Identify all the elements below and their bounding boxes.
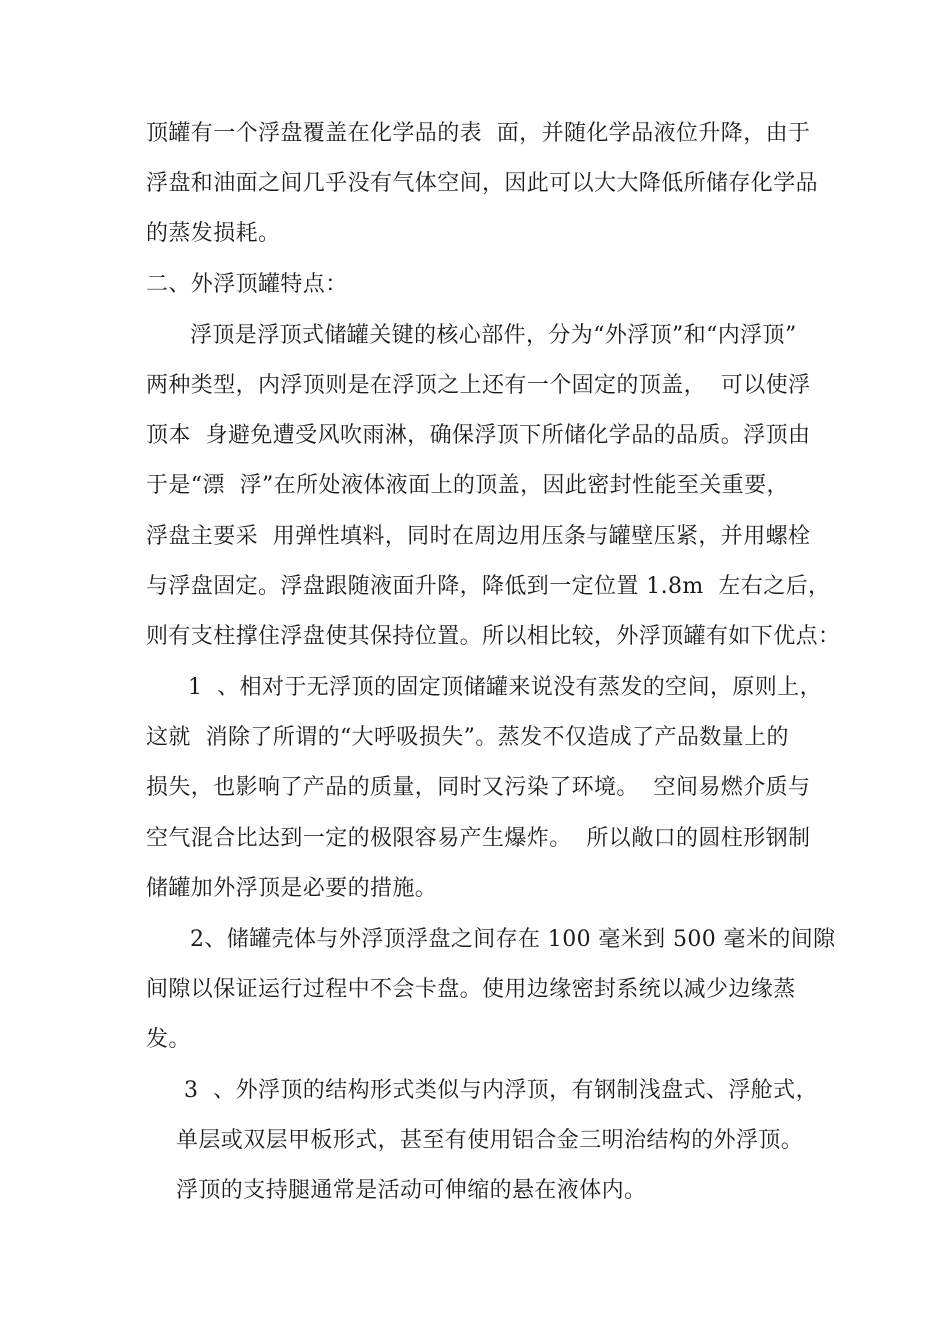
item-1-line-4: 空气混合比达到一定的极限容易产生爆炸。 所以敞口的圆柱形钢制 (146, 826, 811, 851)
paragraph-2-line-6: 与浮盘固定。浮盘跟随液面升降，降低到一定位置 1.8m 左右之后， (146, 574, 831, 599)
item-1-line-3: 损失，也影响了产品的质量，同时又污染了环境。 空间易燃介质与 (146, 775, 811, 800)
item-3-line-2: 单层或双层甲板形式，甚至有使用铝合金三明治结构的外浮顶。 (176, 1128, 804, 1153)
paragraph-2-line-1: 浮顶是浮顶式储罐关键的核心部件，分为“外浮顶”和“内浮顶” (190, 323, 797, 348)
paragraph-2-line-3: 顶本 身避免遭受风吹雨淋，确保浮顶下所储化学品的品质。浮顶由 (146, 423, 811, 448)
item-2-line-3: 发。 (146, 1027, 191, 1052)
paragraph-2-line-2: 两种类型，内浮顶则是在浮顶之上还有一个固定的顶盖， 可以使浮 (146, 373, 811, 398)
item-1-line-1: 1 、相对于无浮顶的固定顶储罐来说没有蒸发的空间，原则上， (188, 675, 822, 700)
paragraph-1-line-1: 顶罐有一个浮盘覆盖在化学品的表 面，并随化学品液位升降，由于 (146, 121, 811, 146)
paragraph-1-line-2: 浮盘和油面之间几乎没有气体空间，因此可以大大降低所储存化学品 (146, 171, 819, 196)
item-1-line-5: 储罐加外浮顶是必要的措施。 (146, 876, 438, 901)
item-3-line-3: 浮顶的支持腿通常是活动可伸缩的悬在液体内。 (176, 1178, 647, 1203)
item-3-line-1: 3 、外浮顶的结构形式类似与内浮顶，有钢制浅盘式、浮舱式， (184, 1078, 818, 1103)
section-heading: 二、外浮顶罐特点： (146, 272, 348, 297)
paragraph-1-line-3: 的蒸发损耗。 (146, 221, 281, 246)
paragraph-2-line-5: 浮盘主要采 用弹性填料，同时在周边用压条与罐壁压紧，并用螺栓 (146, 524, 811, 549)
paragraph-2-line-7: 则有支柱撑住浮盘使其保持位置。所以相比较，外浮顶罐有如下优点： (146, 624, 841, 649)
paragraph-2-line-4: 于是“漂 浮”在所处液体液面上的顶盖，因此密封性能至关重要， (146, 473, 789, 498)
item-1-line-2: 这就 消除了所谓的“大呼吸损失”。蒸发不仅造成了产品数量上的 (146, 725, 789, 750)
item-2-line-2: 间隙以保证运行过程中不会卡盘。使用边缘密封系统以减少边缘蒸 (146, 977, 796, 1002)
item-2-line-1: 2、储罐壳体与外浮顶浮盘之间存在 100 毫米到 500 毫米的间隙 (190, 927, 836, 952)
